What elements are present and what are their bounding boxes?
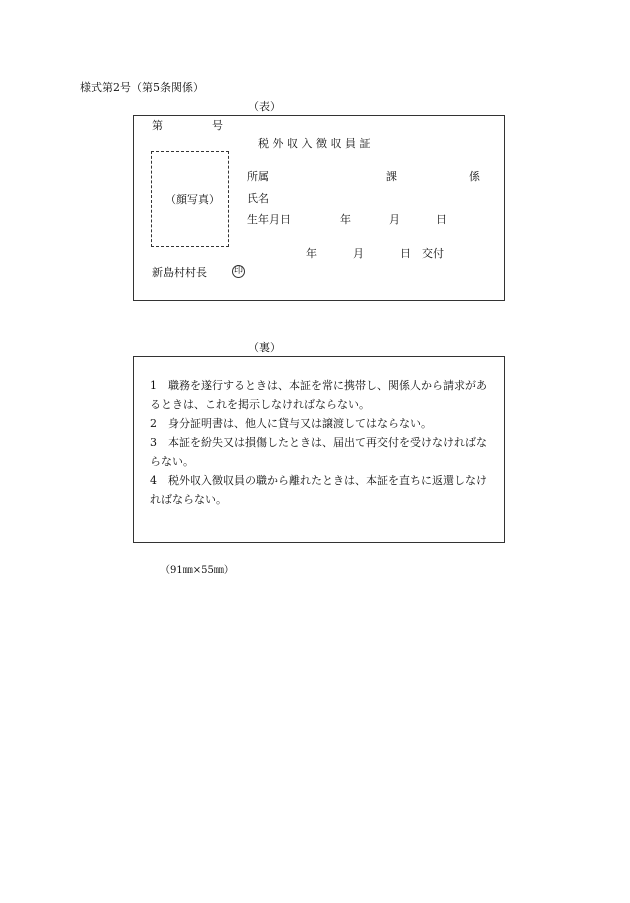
birthdate-label: 生年月日 xyxy=(247,213,291,226)
seal-mark: 印 xyxy=(233,266,243,276)
photo-label: （顔写真） xyxy=(165,193,220,206)
note-item: 3 本証を紛失又は損傷したときは、届出て再交付を受けなければならない。 xyxy=(150,436,487,468)
note-item: 2 身分証明書は、他人に貸与又は譲渡してはならない。 xyxy=(150,417,432,430)
front-side-label: （表） xyxy=(248,100,281,113)
note-item: 4 税外収入徴収員の職から離れたときは、本証を直ちに返還しなければならない。 xyxy=(150,474,487,506)
affiliation-label: 所属 xyxy=(247,170,269,183)
birth-day-label: 日 xyxy=(436,213,447,226)
issued-label: 交付 xyxy=(422,247,444,260)
notes-list xyxy=(150,376,495,509)
card-number-prefix: 第 xyxy=(152,119,163,132)
issuer-name: 新島村村長 xyxy=(152,266,207,279)
id-card-front xyxy=(133,115,505,301)
card-number-suffix: 号 xyxy=(212,119,223,132)
card-title: 税 外 収 入 徴 収 員 証 xyxy=(258,137,371,150)
photo-box xyxy=(151,151,229,247)
note-item: 1 職務を遂行するときは、本証を常に携帯し、関係人から請求があるときは、これを掲示しなければならない。 xyxy=(150,379,487,411)
issue-month-label: 月 xyxy=(353,247,364,260)
birth-month-label: 月 xyxy=(389,213,400,226)
issue-year-label: 年 xyxy=(306,247,317,260)
birth-year-label: 年 xyxy=(340,213,351,226)
form-title: 様式第2号（第5条関係） xyxy=(80,81,204,94)
name-label: 氏名 xyxy=(247,192,269,205)
section-label: 課 xyxy=(386,170,397,183)
issue-day-label: 日 xyxy=(400,247,411,260)
subsection-label: 係 xyxy=(469,170,480,183)
size-note: （91㎜×55㎜） xyxy=(160,565,234,576)
back-side-label: （裏） xyxy=(248,341,281,354)
